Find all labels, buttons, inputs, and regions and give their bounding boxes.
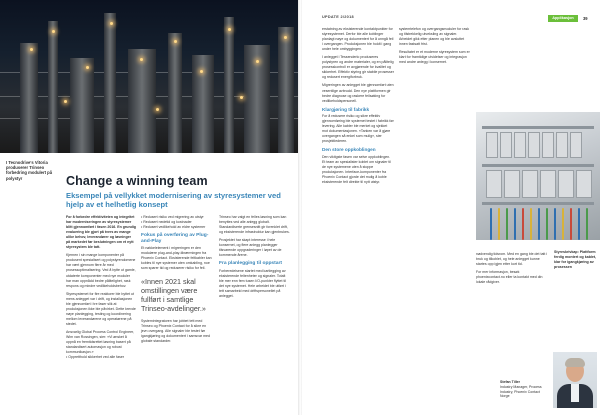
body-paragraph: Ansvarlig Global Process Control Engineer, Wim van Rossingen, sier: «Vi ønsket å oppnå en fremtidsrettet løsning basert på standardisert automasjon og robust kommunikasjon.» [66, 329, 135, 355]
body-column-3 [219, 215, 291, 299]
author-portrait [553, 352, 597, 408]
author-role: Industry Manager, Process Industry, Phoenix Contact Norge [500, 384, 542, 399]
issue-label: UPDATE 2/2018 [322, 15, 354, 19]
body-paragraph: For å redusere risiko og sikre effektiv gjennomføring ble systemet testet i fabrikk før levering. Alle kabler ble merket og sjekket mot dokumentasjonen. «Tanken var å gjøre overgangen så enkel som mulig», sier prosjektlederen. [322, 114, 394, 144]
bullet-list: • Redusert risiko ved migrering av utstyr • Redusert nedetid og kostnader • Redusert vedlikehold av eldre systemer [141, 215, 206, 230]
section-heading: Klargjøring til fabrikk [322, 106, 370, 112]
author-name: Stefan Tiller [500, 380, 520, 384]
body-column-2 [141, 215, 213, 344]
photo-caption: I Tecnodrive's Vitoria produserer Trinseo forbedring modulert på polystyr [6, 160, 53, 181]
control-cabinet-photo [476, 112, 600, 240]
body-column-2 [399, 27, 471, 65]
body-paragraph: erstatning av eksisterende kontaktpunkter for styresystemet. Derfor ble alle koblinger planlagt nøye og dokumentert for å unngå feil i overgangen. Produksjonen ble holdt i gang under hele ombyggingen. [322, 27, 394, 52]
article-subhead: Eksempel på vellykket modernisering av styresystemer ved hjelp av et helhetlig konsept [66, 191, 281, 210]
author-signature [500, 380, 550, 399]
body-paragraph: Trinseo har valgt en felles løsning som kan benyttes ved alle anlegg globalt. Standardiserte grensesnitt gir forenklet drift, og eksisterende infrastruktur kan gjenbrukes. [219, 215, 290, 235]
body-paragraph: Systemintegratoren har jobbet tett med Trinseo og Phoenix Contact for å sikre en jevn overgang. Alle signaler ble testet før igangkjøring og dokumentert i samsvar med globale standarder. [141, 319, 210, 344]
article-headline: Change a winning team [66, 174, 208, 188]
body-paragraph: Migreringen av anlegget ble gjennomført uten vesentlige avbrudd. Den nye plattformen gir bedre diagnose og raskere feilsøking for vedlikeholdspersonell. [322, 83, 394, 103]
body-column-1 [322, 27, 394, 185]
photo-caption: Styreskrivkap: Plattform ferdig montert og kablet, klar for igangkjøring av prosessen [554, 250, 597, 269]
section-heading: Fokus på overføring av Plug-and-Play [141, 233, 209, 244]
body-paragraph: Kjernen i sin mange komponenter på produsent spesialisert og polystyrendomene har vært gjennom flere år med prosessoptimalisering. Ved å bytte ut gamle, utdaterte komponenter med nye moduler har man oppnådd bedre pålitelighet, rask respons og mindre vedlikeholdsbehov. [66, 253, 136, 288]
page-number: 39 [583, 16, 588, 21]
body-paragraph: Styresystemet for fire reaktorer ble byttet ut mens anlegget var i drift, og installasjonen ble gjennomført i tre faser slik at produksjonen ikke ble påvirket. Dette krevde nøye planlegging, testing og koordinering mellom leverandørene og operatørene på stedet. [66, 291, 136, 326]
body-column-1 [66, 215, 136, 360]
bullet-item: • Oppretthold sikkerhet ved alle faser [66, 355, 125, 360]
section-heading: Den store oppkoblingen [322, 147, 376, 153]
body-paragraph: Forberedelsene startet med kartlegging av eksisterende feltenheter og signaler. Totalt ble mer enn fem tusen I/O-punkter flyttet til det nye systemet. Hele arbeidet ble utført i tett samarbeid med driftspersonellet på anlegget. [219, 268, 287, 299]
body-paragraph: I anlegget i Tessenderlo produseres polystyren og andre materialer, og en pålitelig prosesskontroll er avgjørende for kvalitet og sikkerhet. Effektiv styring gir stabile prosesser og redusert energiforbruk. [322, 55, 394, 80]
section-tag: Applikasjon [548, 15, 578, 22]
body-paragraph: Prosjektet har skapt interesse i hele konsernet, og flere anlegg planlegger tilsvarende oppgraderinger i løpet av de kommende årene. [219, 238, 282, 258]
right-page [300, 0, 600, 415]
body-paragraph: Resultatet er et moderne styresystem som er klart for framtidige utvidelser og integrasjon med andre anlegg i konsernet. [399, 50, 470, 65]
body-paragraph: systemtelefon og overgangsmoduler for rask og tilstrekkelig utveksling av signaler. Arbeidet gikk etter planen og ble avsluttet innen fastsatt frist. [399, 27, 469, 47]
section-heading: Fra planlegging til oppstart [219, 261, 283, 267]
intro-paragraph: For å forbedre effektiviteten og integritet har moderniseringen av styresystemer blitt gjennomført i fasen 2016. En grundig evaluering ble gjort på tvers av mange ulike behov, leverandører og løsninger på markedet før beslutningen om et nytt styresystem ble tatt. [66, 215, 136, 250]
body-paragraph: nødvendig tidsrom. Med en gang ble det tatt i bruk og tilkoblet, og hele anlegget kunne startes opp igjen etter kort tid. [476, 252, 548, 267]
body-column-3-lower [476, 252, 548, 285]
body-paragraph: Et nøkkelelement i migreringen er den modulære plug-and-play-tilnærmingen fra Phoenix Contact. Eksisterende feltkabler kan kobles til nye systemer uten omkabling, noe som sparer tid og reduserer risiko for feil. [141, 245, 212, 271]
refinery-photo [0, 0, 300, 153]
pull-quote: «Innen 2021 skal omstillingen være fullført i samtlige Trinseo-avdelinger.» [141, 277, 206, 314]
body-paragraph: Den viktigste fasen var selve oppkoblingen. Et team av spesialister koblet om signaler til de nye systemene uten å stoppe produksjonen. Interface-komponenter fra Phoenix Contact gjorde det mulig å koble eksisterende felt direkte til nytt utstyr. [322, 154, 391, 184]
contact-paragraph: For mer informasjon, besøk phoenixcontact.no eller ta kontakt med din lokale rådgiver. [476, 270, 543, 285]
